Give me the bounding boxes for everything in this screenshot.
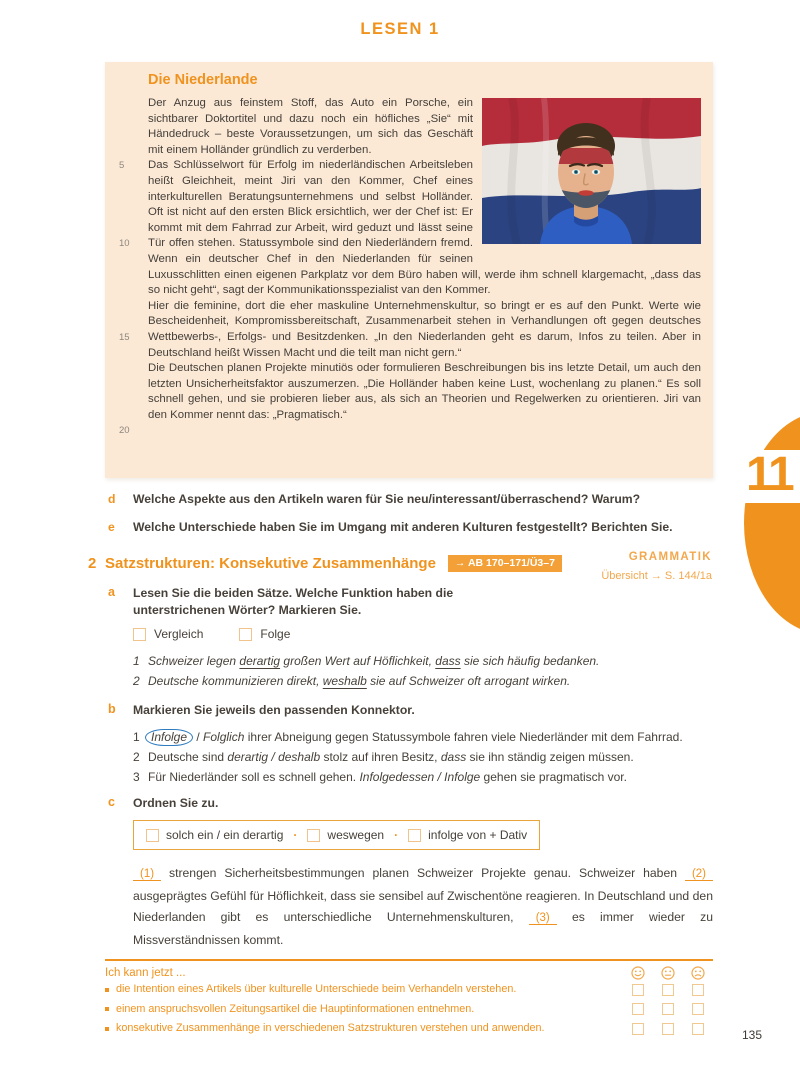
can-do-item-row: [105, 980, 713, 1000]
task-b: [105, 702, 713, 787]
checkbox-icon[interactable]: [408, 829, 421, 842]
line-number: 10: [119, 238, 130, 249]
grammar-label: GRAMMATIK: [628, 551, 712, 563]
text-segment: gehen sie pragmatisch vor.: [480, 770, 627, 784]
connector-option: solch ein / ein derartig: [166, 828, 284, 842]
line-number: 15: [119, 332, 130, 343]
option-label: Folge: [260, 627, 291, 641]
text-segment: ihrer Abneigung gegen Statussymbole fahren viele Niederländer mit dem Fahrrad.: [244, 730, 683, 744]
task-label: b: [108, 702, 116, 716]
chapter-circle-icon: [744, 412, 800, 634]
line-number: 5: [119, 160, 125, 171]
text-segment: ausgeprägtes Gefühl für Höflichkeit, dass sie sensibel auf Zwischentöne reagieren. In Deutschland und den Niederlanden gibt es unterschiedliche Unternehmenskulturen,: [133, 888, 713, 924]
text-segment: sie auf Schweizer oft arrogant wirken.: [366, 674, 571, 688]
article-title: Die Niederlande: [148, 72, 258, 88]
question-row: [105, 491, 713, 507]
text-segment: Deutsche kommunizieren direkt,: [148, 674, 323, 688]
example-sentences: [133, 727, 713, 787]
cando-checkbox[interactable]: [632, 1023, 644, 1035]
example-sentence: [133, 727, 713, 747]
page-title: LESEN 1: [360, 20, 440, 38]
cando-checkbox[interactable]: [662, 1003, 674, 1015]
cloze-gap-3[interactable]: (3): [529, 912, 557, 925]
cando-checkbox[interactable]: [662, 984, 674, 996]
connector-option: weswegen: [327, 828, 385, 842]
can-do-item-text: konsekutive Zusammenhänge in verschiedenen Satzstrukturen verstehen und anwenden.: [116, 1022, 545, 1034]
example-sentence: [133, 651, 713, 671]
text-segment: sie sich häufig bedanken.: [460, 654, 600, 668]
task-instruction: Markieren Sie jeweils den passenden Konnektor.: [133, 703, 415, 717]
cando-checkbox[interactable]: [692, 1003, 704, 1015]
can-do-item-row: [105, 1000, 713, 1020]
text-segment: Schweizer legen: [148, 654, 240, 668]
sentence-text: [148, 747, 713, 767]
task-label: a: [108, 585, 115, 599]
sentence-number: 3: [133, 770, 140, 784]
task-label: c: [108, 795, 115, 809]
article-text: [148, 96, 701, 423]
sentence-number: 1: [133, 730, 140, 744]
line-number: 20: [119, 425, 130, 436]
text-segment: Infolgedessen / Infolge: [359, 770, 481, 784]
cloze-gap-1[interactable]: (1): [133, 868, 161, 881]
separator-dot: ·: [293, 828, 298, 842]
underlined-word: weshalb: [322, 674, 367, 688]
can-do-title: Ich kann jetzt ...: [105, 967, 186, 979]
text-segment: /: [193, 730, 204, 744]
circled-connector: Infolge: [145, 729, 193, 746]
options-row: [133, 627, 713, 641]
sentence-number: 2: [133, 674, 140, 688]
example-sentence: [133, 671, 713, 691]
text-segment: es immer wieder zu Missverständnissen kommt.: [133, 910, 713, 947]
can-do-box: [105, 959, 713, 1039]
page-number: 135: [741, 1028, 762, 1042]
can-do-item-text: die Intention eines Artikels über kulturelle Unterschiede beim Verhandeln verstehen.: [116, 983, 517, 995]
checkbox-icon[interactable]: [239, 628, 252, 641]
cando-checkbox[interactable]: [632, 984, 644, 996]
sentence-text: [148, 727, 713, 747]
example-sentences: [133, 651, 713, 691]
article-paragraph: Das Schlüsselwort für Erfolg im niederländischen Arbeitsleben heißt Gleichheit, meint Jiri van den Kommer, Chef eines interkulturellen Beratungsunternehmens und selbst Holländer. Oft ist nicht auf den ersten Blick ersichtlich, wer der Chef ist: Er kommt mit dem Fahrrad zur Arbeit, wird geduzt und lässt seine Tür offen stehen. Statussymbole sind den Niederländern fremd. Wenn ein deutscher Chef in den Niederlanden für seinen Luxusschlitten einen eigenen Parkplatz vor dem Büro haben will, werde ihm schnell klargemacht, „dass das so nicht geht“, sagt der Kommunikationsspezialist van den Kommer.: [148, 159, 701, 297]
question-label: e: [108, 520, 115, 534]
section-title: Satzstrukturen: Konsekutive Zusammenhänge: [105, 555, 436, 572]
option-label: Vergleich: [154, 627, 204, 641]
sad-face-icon: [691, 966, 705, 980]
grammar-reference-block: [601, 551, 712, 582]
cando-checkbox[interactable]: [692, 1023, 704, 1035]
happy-face-icon: [631, 966, 645, 980]
separator-dot: ·: [394, 828, 399, 842]
connector-options-box: [133, 820, 540, 850]
text-segment: stolz auf ihren Besitz,: [320, 750, 441, 764]
connector-option: infolge von + Dativ: [428, 828, 528, 842]
bullet-icon: [105, 988, 109, 992]
can-do-item-row: [105, 1019, 713, 1039]
checkbox-icon[interactable]: [146, 829, 159, 842]
sentence-number: 2: [133, 750, 140, 764]
article-paragraph: Die Deutschen planen Projekte minutiös oder formulieren Beschreibungen bis ins letzte Detail, um auch den letzten Unsicherheitsfaktor auszumerzen. „Die Holländer haben keine Lust, wochenlang zu planen.“ Es soll schnell gehen, und sie probieren lieber aus, als sich an Theorien und Regelwerken zu orientieren. Jiri van den Kommer nennt das: „Pragmatisch.“: [148, 362, 701, 421]
cando-checkbox[interactable]: [632, 1003, 644, 1015]
article-box: [105, 62, 713, 478]
article-paragraph: Hier die feminine, dort die eher maskuline Unternehmenskultur, so bringt er es auf den Punkt. Werte wie Bescheidenheit, Kompromissbereitschaft, Zusammenarbeit stehen in Verhandlungen oft gegen deutsches Wettbewerbs-, Erfolgs- und Besitzdenken. „In den Niederlanden geht es darum, Infos zu teilen. Aber in Deutschland heißt Wissen Macht und die teilt man nicht gern.“: [148, 299, 701, 359]
sentence-text: [148, 671, 713, 691]
underlined-word: derartig: [239, 654, 281, 668]
section-number: 2: [88, 555, 97, 572]
sentence-text: [148, 767, 713, 787]
chapter-tab: [744, 412, 800, 634]
can-do-header: [105, 966, 713, 980]
example-sentence: [133, 747, 713, 767]
cando-checkbox[interactable]: [662, 1023, 674, 1035]
bullet-icon: [105, 1007, 109, 1011]
article-paragraph: Der Anzug aus feinstem Stoff, das Auto ein Porsche, ein sichtbarer Doktortitel und dazu noch ein höfliches „Sie“ mit Händedruck – beste Voraussetzungen, um sich das Geschäft mit einem Holländer gründlich zu verderben.: [148, 97, 473, 156]
checkbox-icon[interactable]: [133, 628, 146, 641]
text-segment: Folglich: [203, 730, 245, 744]
task-c: [105, 795, 713, 951]
cando-checkbox[interactable]: [692, 984, 704, 996]
text-segment: dass: [440, 750, 467, 764]
task-a: [105, 585, 713, 691]
cloze-paragraph: [133, 863, 713, 951]
can-do-item-text: einem anspruchsvollen Zeitungsartikel die Hauptinformationen entnehmen.: [116, 1002, 475, 1015]
chapter-number: 11: [746, 448, 793, 501]
sentence-text: [148, 651, 713, 671]
option-folge[interactable]: [239, 627, 290, 641]
question-text: Welche Aspekte aus den Artikeln waren für Sie neu/interessant/überraschend? Warum?: [133, 492, 641, 506]
text-segment: großen Wert auf Höflichkeit,: [280, 654, 436, 668]
text-segment: sie ihn ständig zeigen müssen.: [466, 750, 634, 764]
task-instruction: Lesen Sie die beiden Sätze. Welche Funktion haben die unterstrichenen Wörter? Markieren Sie.: [133, 586, 454, 617]
text-segment: Für Niederländer soll es schnell gehen.: [148, 770, 360, 784]
dutch-flag-face-photo: [482, 98, 701, 244]
cloze-gap-2[interactable]: (2): [685, 868, 713, 881]
sentence-number: 1: [133, 654, 140, 668]
text-segment: derartig / deshalb: [227, 750, 321, 764]
checkbox-icon[interactable]: [307, 829, 320, 842]
underlined-word: dass: [435, 654, 461, 668]
question-label: d: [108, 492, 116, 506]
workbook-reference-tag: → AB 170–171/Ü3–7: [448, 555, 562, 572]
question-row: [105, 519, 713, 535]
text-segment: Deutsche sind: [148, 750, 228, 764]
neutral-face-icon: [661, 966, 675, 980]
example-sentence: [133, 767, 713, 787]
option-vergleich[interactable]: [133, 627, 203, 641]
grammar-ref: Übersicht → S. 144/1a: [601, 570, 712, 582]
question-text: Welche Unterschiede haben Sie im Umgang mit anderen Kulturen festgestellt? Berichten Sie.: [133, 520, 673, 534]
text-segment: strengen Sicherheitsbestimmungen planen Schweizer Projekte genau. Schweizer haben: [161, 866, 685, 880]
bullet-icon: [105, 1027, 109, 1031]
task-instruction: Ordnen Sie zu.: [133, 796, 219, 810]
